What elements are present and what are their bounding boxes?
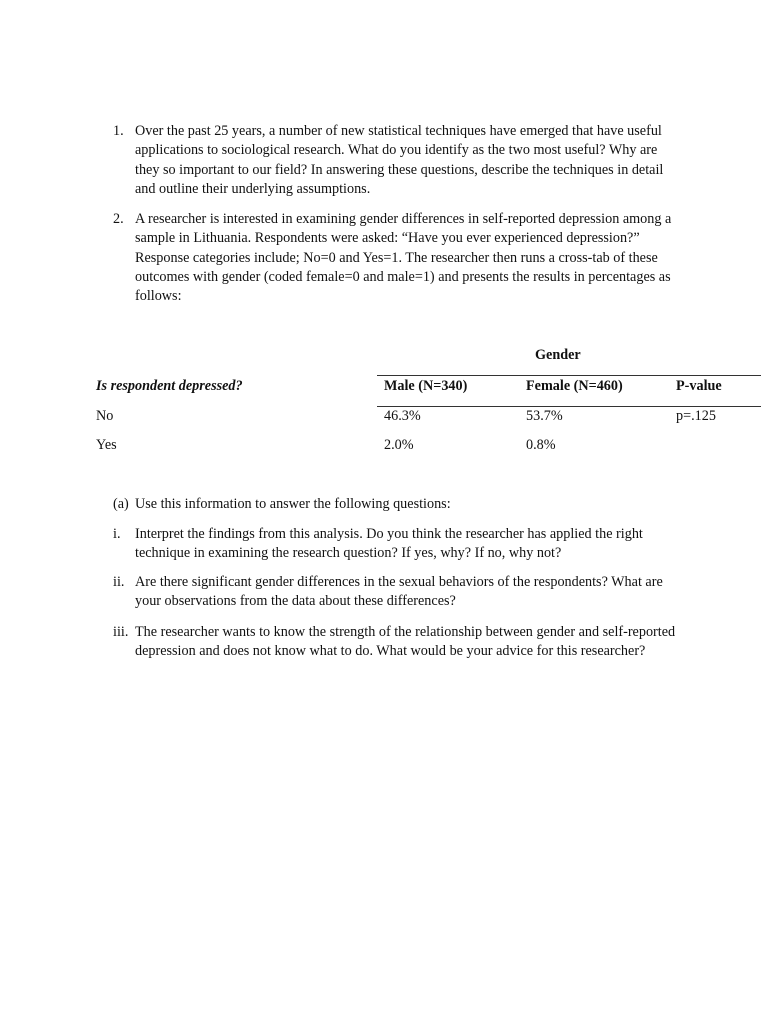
- table-group-header: Gender: [535, 347, 581, 363]
- subquestion-i-number: i.: [113, 526, 121, 542]
- table-row-header: Is respondent depressed?: [96, 378, 243, 394]
- column-header-male: Male (N=340): [384, 378, 468, 394]
- question-2-text: A researcher is interested in examining gender differences in self-reported depression among a sample in Lithuania. Respondents were asked: “Have you ever experienced depression?” Response categories include; No=0 and Yes=1. The researcher then runs a cross-tab of these outcomes with gender (coded female=0 and male=1) and presents the results in percentages as follows:: [135, 211, 672, 305]
- subquestion-ii-number: ii.: [113, 574, 125, 590]
- question-1-text: Over the past 25 years, a number of new statistical techniques have emerged that have useful applications to sociological research. What do you identify as the two most useful? Why are they so important to our field? In answering these questions, describe the techniques in detail and outline their underlying assumptions.: [135, 123, 664, 197]
- question-1-number: 1.: [113, 123, 124, 139]
- column-header-female: Female (N=460): [526, 378, 623, 394]
- table-rule-top: [377, 375, 761, 376]
- cell-no-pvalue: p=.125: [676, 408, 716, 424]
- cell-yes-female: 0.8%: [526, 437, 556, 453]
- subquestion-i-text: Interpret the findings from this analysis. Do you think the researcher has applied the right technique in examining the research question? If yes, why? If no, why not?: [135, 526, 643, 562]
- question-2-number: 2.: [113, 211, 124, 227]
- subquestion-a-text: Use this information to answer the following questions:: [135, 496, 451, 512]
- row-label-no: No: [96, 408, 114, 424]
- subquestion-a: [113, 495, 683, 514]
- subquestion-ii: [113, 573, 683, 612]
- cell-no-female: 53.7%: [526, 408, 563, 424]
- subquestion-a-number: (a): [113, 496, 129, 512]
- column-header-pvalue: P-value: [676, 378, 722, 394]
- row-label-yes: Yes: [96, 437, 117, 453]
- cell-no-male: 46.3%: [384, 408, 421, 424]
- subquestion-iii: [113, 623, 683, 662]
- question-2: [113, 210, 673, 306]
- question-1: [113, 122, 673, 199]
- subquestion-ii-text: Are there significant gender differences in the sexual behaviors of the respondents? What are your observations from the data about these differences?: [135, 574, 663, 610]
- subquestion-iii-text: The researcher wants to know the strength of the relationship between gender and self-reported depression and does not know what to do. What would be your advice for this researcher?: [135, 624, 676, 660]
- subquestion-iii-number: iii.: [113, 624, 129, 640]
- cell-yes-male: 2.0%: [384, 437, 414, 453]
- subquestion-i: [113, 525, 683, 564]
